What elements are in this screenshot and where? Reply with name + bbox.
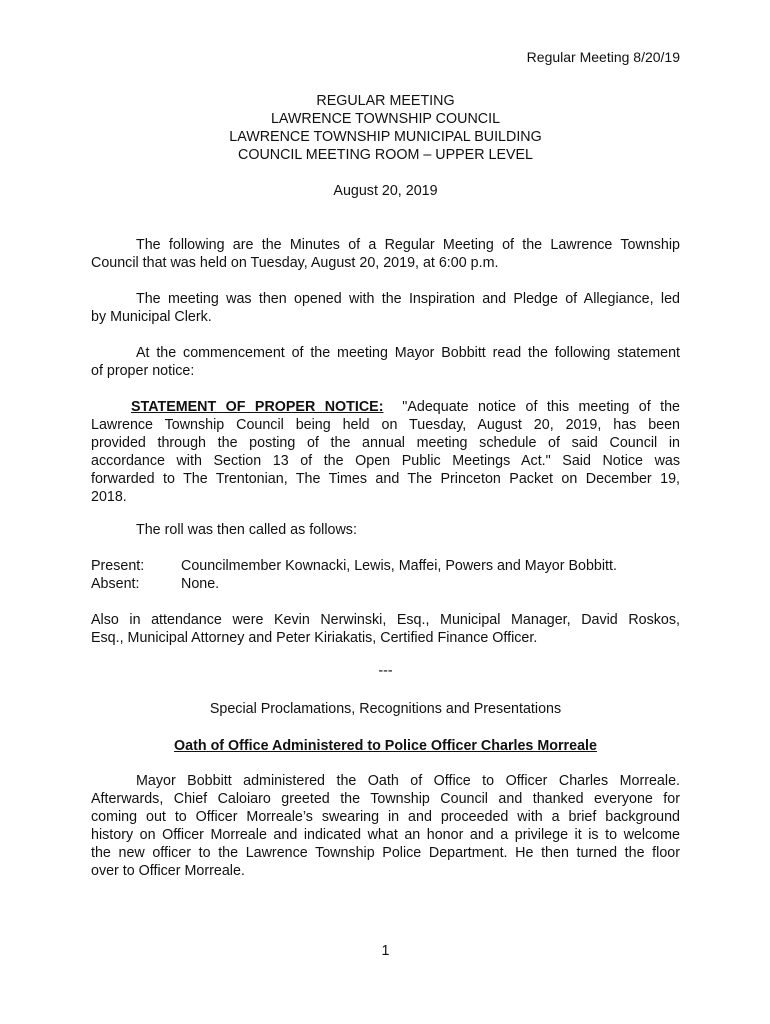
para3-line1: At the commencement of the meeting Mayor Bobbitt read the following statement xyxy=(136,345,680,361)
roll-absent-row xyxy=(91,575,617,593)
statement-line4: accordance with Section 13 of the Open Public Meetings Act." Said Notice was xyxy=(91,453,680,469)
title-line-4: COUNCIL MEETING ROOM – UPPER LEVEL xyxy=(238,147,533,163)
minutes-intro-paragraph xyxy=(91,236,680,272)
attendance-paragraph xyxy=(91,611,680,647)
para1-line2: Council that was held on Tuesday, August 20, 2019, at 6:00 p.m. xyxy=(91,255,499,271)
opening-paragraph xyxy=(91,290,680,326)
roll-present-row xyxy=(91,557,617,575)
running-header: Regular Meeting 8/20/19 xyxy=(526,49,680,65)
proper-notice-statement xyxy=(91,398,680,506)
para1-line1: The following are the Minutes of a Regular Meeting of the Lawrence Township xyxy=(136,237,680,253)
present-value: Councilmember Kownacki, Lewis, Maffei, Powers and Mayor Bobbitt. xyxy=(181,558,617,574)
oath-line6: over to Officer Morreale. xyxy=(91,863,245,879)
oath-line4: history on Officer Morreale and indicated what an honor and a privilege it is to welcome xyxy=(91,827,680,843)
roll-intro xyxy=(91,521,680,539)
statement-line3: provided through the posting of the annual meeting schedule of said Council in xyxy=(91,435,680,451)
absent-label: Absent: xyxy=(91,576,140,592)
page-number: 1 xyxy=(381,943,390,959)
roll-call xyxy=(91,557,617,593)
oath-heading: Oath of Office Administered to Police Officer Charles Morreale xyxy=(174,738,597,754)
meeting-title-block xyxy=(91,92,680,164)
separator: --- xyxy=(378,663,393,679)
statement-line5: forwarded to The Trentonian, The Times and The Princeton Packet on December 19, xyxy=(91,471,680,487)
para3-line2: of proper notice: xyxy=(91,363,195,379)
title-line-3: LAWRENCE TOWNSHIP MUNICIPAL BUILDING xyxy=(229,129,542,145)
title-line-1: REGULAR MEETING xyxy=(316,93,455,109)
statement-line1: "Adequate notice of this meeting of the xyxy=(402,399,680,415)
attendance-line2: Esq., Municipal Attorney and Peter Kiriakatis, Certified Finance Officer. xyxy=(91,630,538,646)
attendance-line1: Also in attendance were Kevin Nerwinski, Esq., Municipal Manager, David Roskos, xyxy=(91,612,680,628)
oath-line5: the new officer to the Lawrence Township Police Department. He then turned the floor xyxy=(91,845,680,861)
roll-intro-text: The roll was then called as follows: xyxy=(136,522,357,538)
title-line-2: LAWRENCE TOWNSHIP COUNCIL xyxy=(270,111,501,127)
oath-line1: Mayor Bobbitt administered the Oath of Office to Officer Charles Morreale. xyxy=(136,773,680,789)
commencement-paragraph xyxy=(91,344,680,380)
oath-line3: coming out to Officer Morreale’s swearing in and proceeded with a brief background xyxy=(91,809,680,825)
document-page xyxy=(91,0,680,1024)
para2-line1: The meeting was then opened with the Inspiration and Pledge of Allegiance, led xyxy=(136,291,680,307)
oath-line2: Afterwards, Chief Caloiaro greeted the Township Council and thanked everyone for xyxy=(91,791,680,807)
oath-heading-wrap xyxy=(91,737,680,755)
section-heading: Special Proclamations, Recognitions and Presentations xyxy=(209,701,562,717)
oath-paragraph xyxy=(91,772,680,880)
absent-value: None. xyxy=(181,576,220,592)
statement-heading: STATEMENT OF PROPER NOTICE: xyxy=(131,399,384,415)
statement-line6: 2018. xyxy=(91,489,127,505)
statement-line2: Lawrence Township Council being held on Tuesday, August 20, 2019, has been xyxy=(91,417,680,433)
present-label: Present: xyxy=(91,558,145,574)
para2-line2: by Municipal Clerk. xyxy=(91,309,212,325)
meeting-date: August 20, 2019 xyxy=(333,183,438,199)
